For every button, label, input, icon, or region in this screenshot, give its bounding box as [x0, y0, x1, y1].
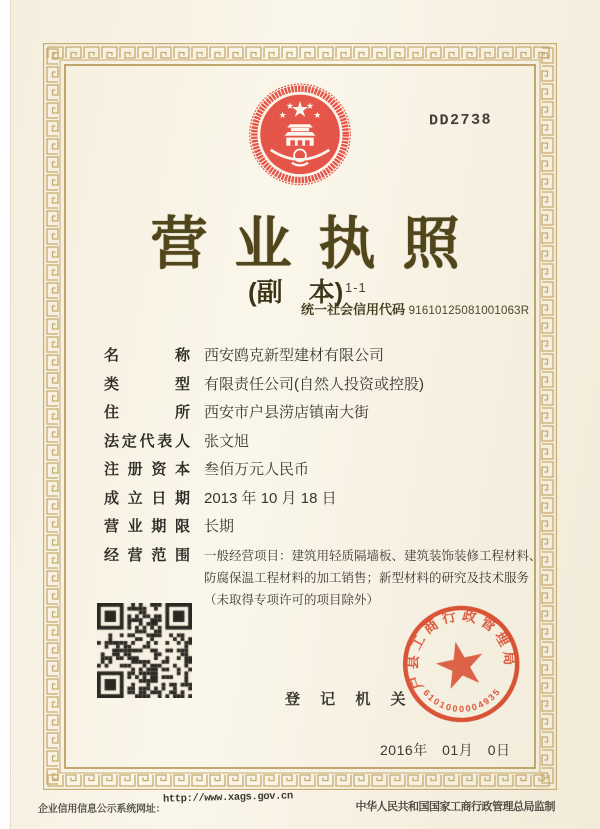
credit-code-value: 91610125081001063R [408, 305, 530, 317]
copy-number: 1-1 [345, 280, 367, 295]
license-fields [104, 348, 544, 623]
registration-authority-seal [384, 585, 539, 741]
serial-number-stamp: DD2738 [428, 111, 493, 130]
field-label: 名称 [104, 347, 190, 364]
field-value: 叁佰万元人民币 [204, 461, 310, 478]
field-row-company-name [104, 348, 544, 364]
registration-date: 2016年 01月 0日 [380, 742, 511, 758]
field-label: 法定代表人 [104, 432, 190, 450]
field-value: 西安鸥克新型建材有限公司 [204, 347, 385, 364]
svg-text:6101000004935 [420, 673, 506, 723]
field-label: 营业期限 [104, 518, 190, 535]
unified-social-credit-code [301, 299, 529, 318]
field-row-address [104, 405, 544, 421]
field-row-registered-capital [104, 462, 544, 478]
field-label: 住所 [104, 404, 190, 421]
field-row-business-term [104, 519, 544, 535]
field-value: 西安市户县涝店镇南大街 [204, 404, 370, 421]
field-row-establishment-date [104, 491, 544, 507]
field-value: 一般经营项目：建筑用轻质隔墙板、建筑装饰装修工程材料、防腐保温工程材料的加工销售；新型材料的研究及技术服务（未取得专项许可的项目除外） [204, 548, 542, 607]
footer-website-label: 企业信用信息公示系统网址： [38, 804, 166, 815]
qr-code [97, 603, 192, 698]
prc-national-emblem-icon [247, 83, 353, 193]
field-row-legal-representative [104, 434, 544, 450]
field-value: 有限责任公司(自然人投资或控股) [204, 375, 424, 393]
field-value: 张文旭 [204, 432, 250, 450]
registration-authority-label: 登 记 机 关 [285, 691, 414, 708]
field-label: 注册资本 [104, 461, 190, 478]
footer-issuer-text: 中华人民共和国国家工商行政管理总局监制 [355, 801, 555, 813]
license-title: 营业执照 [150, 212, 487, 276]
seal-ring-text: 户县工商行政管理局 [404, 606, 519, 692]
field-row-company-type [104, 377, 544, 393]
field-label: 经营范围 [104, 546, 190, 564]
license-subtitle-duplicate: (副 本) [248, 277, 344, 307]
field-value: 长期 [204, 518, 235, 535]
field-label: 类型 [104, 375, 190, 393]
footer-website-url: http://www.xags.gov.cn [162, 790, 293, 806]
credit-code-label: 统一社会信用代码 [301, 302, 406, 317]
field-label: 成立日期 [104, 489, 190, 507]
scan-edge [0, 0, 11, 829]
seal-number: 6101000004935 [421, 685, 503, 715]
field-value: 2013 年 10 月 18 日 [204, 489, 337, 507]
